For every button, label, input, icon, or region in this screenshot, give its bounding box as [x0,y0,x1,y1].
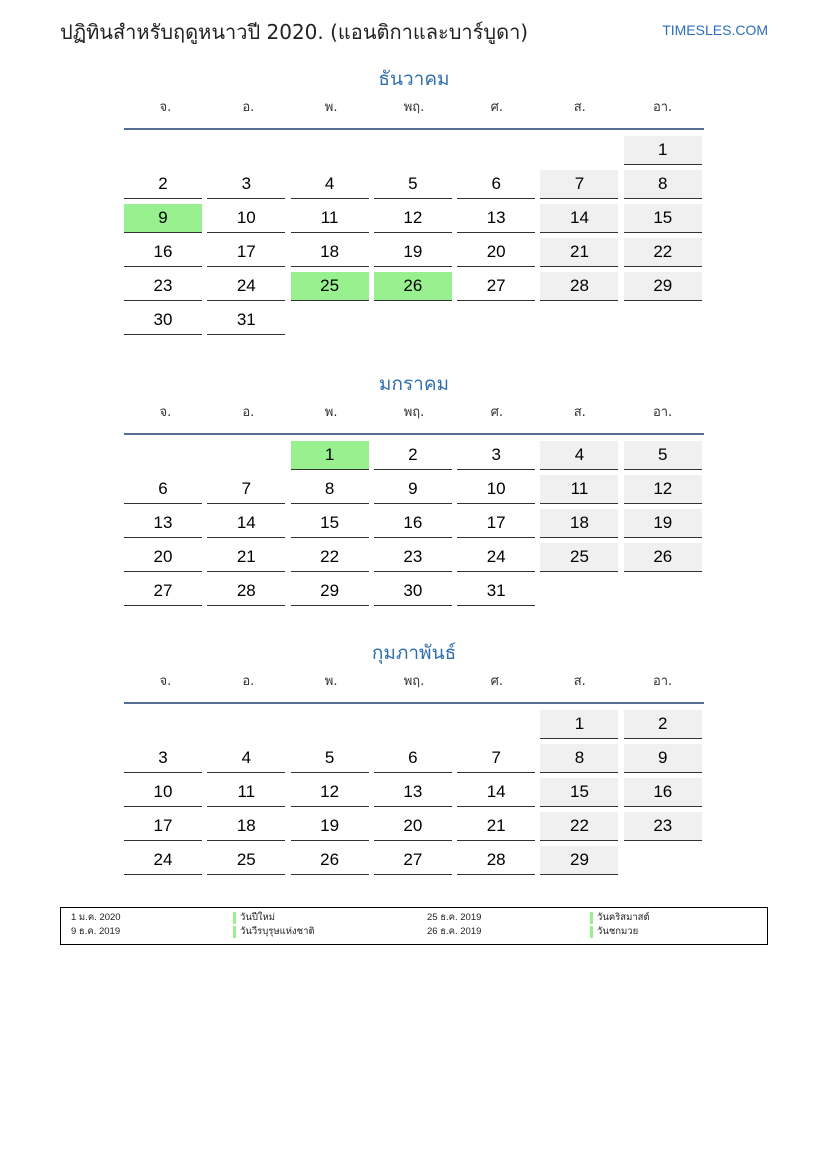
day-cell: 27 [457,272,535,301]
day-cell: 6 [457,170,535,199]
holiday-day-cell: 26 [374,272,452,301]
weekday-header [124,98,704,130]
weekday-label: ศ. [490,674,504,689]
legend-holiday-name: วันปีใหม่ [233,912,275,924]
weekend-day-cell: 15 [624,204,702,233]
legend-holiday-name: วันชกมวย [590,926,638,938]
weekend-day-cell: 26 [624,543,702,572]
day-cell: 16 [124,238,202,267]
day-cell: 23 [374,543,452,572]
weekday-label: จ. [159,405,172,420]
weekend-day-cell: 25 [540,543,618,572]
weekend-day-cell: 1 [540,710,618,739]
weekday-label: พ. [324,405,338,420]
empty-day-cell [124,441,202,470]
day-cell: 27 [374,846,452,875]
empty-day-cell [124,136,202,165]
empty-day-cell [207,136,285,165]
weekend-day-cell: 16 [624,778,702,807]
day-cell: 13 [457,204,535,233]
weekend-day-cell: 29 [540,846,618,875]
day-cell: 14 [207,509,285,538]
weekend-day-cell: 29 [624,272,702,301]
day-cell: 24 [207,272,285,301]
day-cell: 26 [291,846,369,875]
empty-day-cell [207,710,285,739]
empty-day-cell [291,710,369,739]
weekend-day-cell: 18 [540,509,618,538]
weekday-label: พฤ. [403,100,425,115]
weekday-label: อา. [652,405,673,420]
day-cell: 31 [457,577,535,606]
month-title: ธันวาคม [378,68,450,90]
weekend-day-cell: 22 [540,812,618,841]
empty-day-cell [124,710,202,739]
day-cell: 25 [207,846,285,875]
empty-day-cell [207,441,285,470]
legend-holiday-name: วันวีรบุรุษแห่งชาติ [233,926,315,938]
day-grid [124,441,704,606]
day-cell: 31 [207,306,285,335]
day-cell: 12 [374,204,452,233]
month-title: กุมภาพันธ์ [371,642,457,664]
day-cell: 30 [124,306,202,335]
holiday-day-cell: 25 [291,272,369,301]
weekend-day-cell: 14 [540,204,618,233]
empty-day-cell [291,136,369,165]
page-title: ปฏิทินสำหรับฤดูหนาวปี 2020. (แอนติกาและบาร์บูดา) [60,20,529,44]
weekend-day-cell: 19 [624,509,702,538]
day-cell: 10 [457,475,535,504]
day-cell: 29 [291,577,369,606]
day-cell: 2 [374,441,452,470]
weekday-label: อ. [242,100,255,115]
empty-day-cell [374,136,452,165]
page-header [60,18,768,48]
empty-day-cell [457,136,535,165]
day-cell: 5 [291,744,369,773]
weekday-label: จ. [159,100,172,115]
weekday-label: อ. [242,674,255,689]
weekend-day-cell: 2 [624,710,702,739]
day-cell: 11 [207,778,285,807]
day-cell: 17 [457,509,535,538]
weekday-label: ส. [573,674,586,689]
day-cell: 13 [374,778,452,807]
day-cell: 9 [374,475,452,504]
day-cell: 23 [124,272,202,301]
holiday-legend [60,907,768,945]
weekday-label: พฤ. [403,674,425,689]
weekday-label: ศ. [490,100,504,115]
weekend-day-cell: 15 [540,778,618,807]
weekend-day-cell: 28 [540,272,618,301]
day-cell: 18 [291,238,369,267]
legend-date: 9 ธ.ค. 2019 [71,926,121,937]
day-cell: 17 [207,238,285,267]
legend-date: 26 ธ.ค. 2019 [427,926,482,937]
weekend-day-cell: 8 [624,170,702,199]
weekend-day-cell: 4 [540,441,618,470]
day-cell: 17 [124,812,202,841]
weekend-day-cell: 8 [540,744,618,773]
weekend-day-cell: 12 [624,475,702,504]
weekday-label: ศ. [490,405,504,420]
weekday-label: ส. [573,405,586,420]
empty-day-cell [374,710,452,739]
weekend-day-cell: 1 [624,136,702,165]
day-cell: 5 [374,170,452,199]
day-cell: 3 [124,744,202,773]
day-cell: 10 [207,204,285,233]
day-cell: 7 [207,475,285,504]
day-cell: 20 [374,812,452,841]
holiday-day-cell: 1 [291,441,369,470]
day-cell: 28 [207,577,285,606]
day-grid [124,710,704,875]
day-cell: 6 [374,744,452,773]
day-cell: 11 [291,204,369,233]
day-cell: 2 [124,170,202,199]
month-title: มกราคม [378,373,450,395]
day-cell: 24 [124,846,202,875]
day-cell: 19 [291,812,369,841]
day-cell: 8 [291,475,369,504]
weekday-label: ส. [573,100,586,115]
weekday-header [124,672,704,704]
weekday-label: พ. [324,674,338,689]
holiday-day-cell: 9 [124,204,202,233]
day-cell: 7 [457,744,535,773]
day-cell: 4 [291,170,369,199]
legend-holiday-name: วันคริสมาสต์ [590,912,650,924]
weekend-day-cell: 5 [624,441,702,470]
weekend-day-cell: 11 [540,475,618,504]
weekend-day-cell: 22 [624,238,702,267]
weekday-label: อา. [652,100,673,115]
day-cell: 13 [124,509,202,538]
day-cell: 6 [124,475,202,504]
empty-day-cell [457,710,535,739]
day-cell: 30 [374,577,452,606]
day-cell: 18 [207,812,285,841]
weekend-day-cell: 7 [540,170,618,199]
month-february [124,638,704,875]
day-cell: 3 [207,170,285,199]
weekday-label: อา. [652,674,673,689]
day-cell: 22 [291,543,369,572]
day-cell: 20 [457,238,535,267]
day-cell: 15 [291,509,369,538]
day-cell: 20 [124,543,202,572]
weekend-day-cell: 21 [540,238,618,267]
day-cell: 28 [457,846,535,875]
day-cell: 16 [374,509,452,538]
day-cell: 12 [291,778,369,807]
weekday-label: อ. [242,405,255,420]
day-cell: 27 [124,577,202,606]
weekend-day-cell: 9 [624,744,702,773]
legend-date: 25 ธ.ค. 2019 [427,912,482,923]
weekday-label: พฤ. [403,405,425,420]
day-cell: 3 [457,441,535,470]
day-cell: 24 [457,543,535,572]
day-grid [124,136,704,335]
day-cell: 14 [457,778,535,807]
day-cell: 21 [457,812,535,841]
weekday-header [124,403,704,435]
day-cell: 21 [207,543,285,572]
month-december [124,64,704,335]
month-january [124,369,704,606]
day-cell: 19 [374,238,452,267]
site-link[interactable]: TIMESLES.COM [662,22,768,38]
day-cell: 4 [207,744,285,773]
legend-date: 1 ม.ค. 2020 [71,912,121,923]
weekday-label: จ. [159,674,172,689]
weekend-day-cell: 23 [624,812,702,841]
empty-day-cell [540,136,618,165]
weekday-label: พ. [324,100,338,115]
day-cell: 10 [124,778,202,807]
